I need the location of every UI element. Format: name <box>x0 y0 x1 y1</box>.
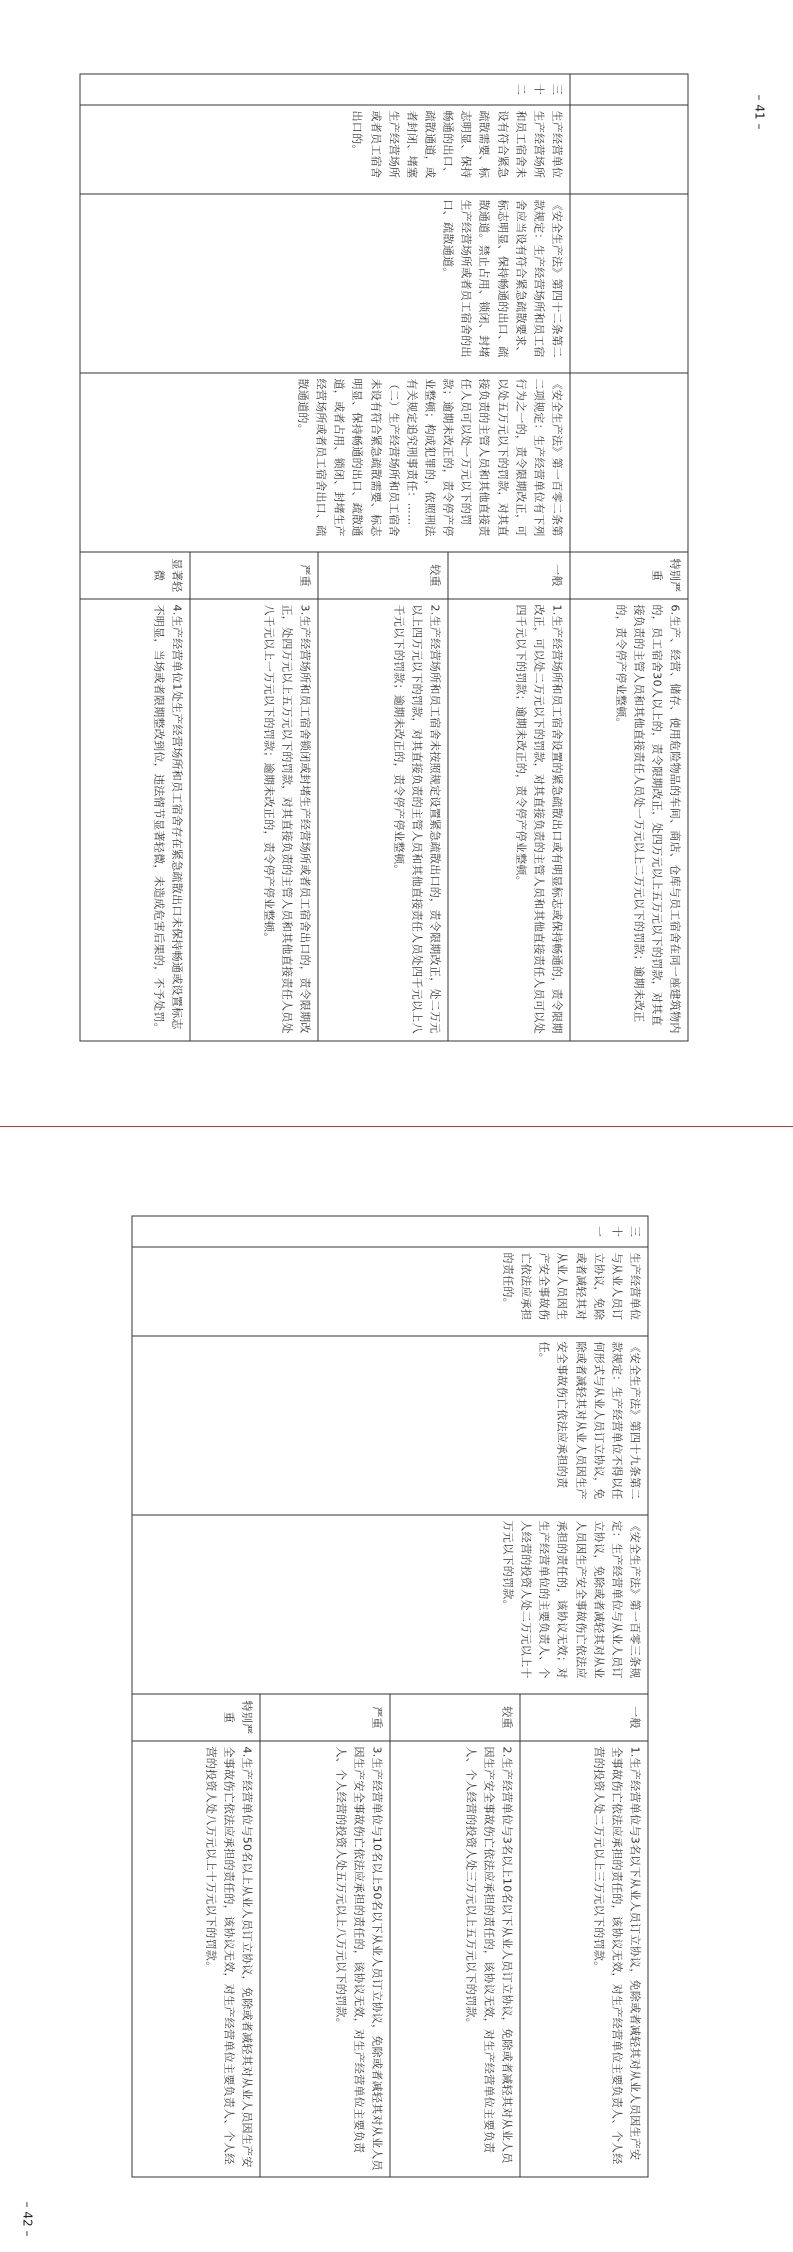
level-cell: 严重 <box>260 1694 390 1741</box>
page-number-bottom: – 42 – <box>20 2201 35 2237</box>
penalty-law-cell: 《安全生产法》第一百零三条规定：生产经营单位与从业人员订立协议，免除或者减轻其对从业人员因生产安全事故伤亡依法应承担的责任的，该协议无效；对生产经营单位的主要负责人、个人经营的投资人处二万元以上十万元以下的罚款。 <box>132 1515 648 1694</box>
table-row <box>448 74 570 1041</box>
standard-cell: 1.生产经营单位与3名以下从业人员订立协议，免除或者减轻其对从业人员因生产安全事故伤亡依法应承担的责任的，该协议无效，对生产经营单位主要负责人、个人经营的投资人处二万元以上三万元以下的罚款。 <box>520 1741 648 2177</box>
standard-cell: 6.生产、经营、储存、使用危险物品的车间、商店、仓库与员工宿舍在同一座建筑物内的，员工宿舍30人以上的，责令限期改正，处四万元以上五万元以下的罚款，对其直接负责的主管人员和其他直接责任人员处一万元以上二万元以下的罚款；逾期未改正的，责令停产停业整顿。 <box>570 599 688 1041</box>
law-cell <box>570 194 688 373</box>
condition-cell: 生产经营单位生产经营场所和员工宿舍未设有符合紧急疏散需要、标志明显、保持畅通的出口、疏散通道，或者封闭、堵塞生产经营场所或者员工宿舍出口的。 <box>80 105 570 194</box>
level-cell: 一般 <box>448 552 570 599</box>
table-row <box>520 1216 648 2177</box>
top-page-rotated-content <box>1 0 793 1126</box>
level-cell: 特别严重 <box>132 1694 260 1741</box>
penalty-law-cell: 《安全生产法》第一百零二条第二项规定：生产经营单位有下列行为之一的，责令限期改正，可以处五万元以下的罚款，对其直接负责的主管人员和其他直接责任人员可以处一万元以下的罚款；逾期未改正的，责令停产停业整顿；构成犯罪的，依照刑法有关规定追究刑事责任：……（二）生产经营场所和员工宿舍未设有符合紧急疏散需要、标志明显、保持畅通的出口、疏散通道，或者占用、锁闭、封堵生产经营场所或者员工宿舍出口、疏散通道的。 <box>80 373 570 552</box>
bottom-page <box>0 1126 793 2252</box>
level-cell: 特别严重 <box>570 552 688 599</box>
level-cell: 较重 <box>318 552 448 599</box>
penalty-table-top <box>80 74 689 1042</box>
bottom-page-rotated-content <box>1 1126 793 2252</box>
article-number-cell: 三十二 <box>80 74 570 105</box>
page-number-top: – 41 – <box>752 94 767 130</box>
condition-cell: 生产经营单位与从业人员订立协议，免除或者减轻其对从业人员因生产安全事故伤亡依法应承担的责任的。 <box>132 1247 648 1336</box>
penalty-law-cell <box>570 373 688 552</box>
level-cell: 显著轻微 <box>80 552 190 599</box>
standard-cell: 4.生产经营单位与50名以上从业人员订立协议，免除或者减轻其对从业人员因生产安全事故伤亡依法应承担的责任的，该协议无效，对生产经营单位主要负责人、个人经营的投资人处八万元以上十万元以下的罚款。 <box>132 1741 260 2177</box>
table-row <box>570 74 688 1041</box>
standard-cell: 3.生产经营单位与10名以上50名以下从业人员订立协议，免除或者减轻其对从业人员因生产安全事故伤亡依法应承担的责任的，该协议无效，对生产经营单位主要负责人、个人经营的投资人处五万元以上八万元以下的罚款。 <box>260 1741 390 2177</box>
article-number-cell: 三十一 <box>132 1216 648 1247</box>
level-cell: 较重 <box>390 1694 520 1741</box>
penalty-table-bottom <box>132 1216 649 2178</box>
level-cell: 严重 <box>190 552 318 599</box>
standard-cell: 1.生产经营场所和员工宿舍设置的紧急疏散出口或有明显标志或保持畅通的，责令限期改正，可以处二万元以下的罚款，对其直接负责的主管人员和其他直接责任人员可以处四千元以下的罚款；逾期未改正的，责令停产停业整顿。 <box>448 599 570 1041</box>
condition-cell <box>570 105 688 194</box>
standard-cell: 2.生产经营场所和员工宿舍未按照规定设置紧急疏散出口的，责令限期改正，处二万元以上四万元以下的罚款，对其直接负责的主管人员和其他直接责任人员处四千元以上八千元以下的罚款；逾期未改正的，责令停产停业整顿。 <box>318 599 448 1041</box>
level-cell: 一般 <box>520 1694 648 1741</box>
law-cell: 《安全生产法》第四十二条第二款规定：生产经营场所和员工宿舍应当设有符合紧急疏散要求、标志明显、保持畅通的出口、疏散通道。禁止占用、锁闭、封堵生产经营场所或者员工宿舍的出口、疏散通道。 <box>80 194 570 373</box>
standard-cell: 4.生产经营单位1处生产经营场所和员工宿舍存在紧急疏散出口未保持畅通或设置标志不明显，当场或者限期整改到位，违法情节显著轻微，未造成危害后果的，不予处罚。 <box>80 599 190 1041</box>
standard-cell: 3.生产经营场所和员工宿舍锁闭或封堵生产经营场所或者员工宿舍出口的，责令限期改正，处四万元以上五万元以下的罚款，对其直接负责的主管人员和其他直接责任人员处八千元以上一万元以下的罚款；逾期未改正的，责令停产停业整顿。 <box>190 599 318 1041</box>
standard-cell: 2.生产经营单位与3名以上10名以下从业人员订立协议，免除或者减轻其对从业人员因生产安全事故伤亡依法应承担的责任的，该协议无效，对生产经营单位主要负责人、个人经营的投资人处三万元以上五万元以下的罚款。 <box>390 1741 520 2177</box>
law-cell: 《安全生产法》第四十九条第二款规定：生产经营单位不得以任何形式与从业人员订立协议，免除或者减轻其对从业人员因生产安全事故伤亡依法应承担的责任。 <box>132 1336 648 1515</box>
article-number-cell <box>570 74 688 105</box>
